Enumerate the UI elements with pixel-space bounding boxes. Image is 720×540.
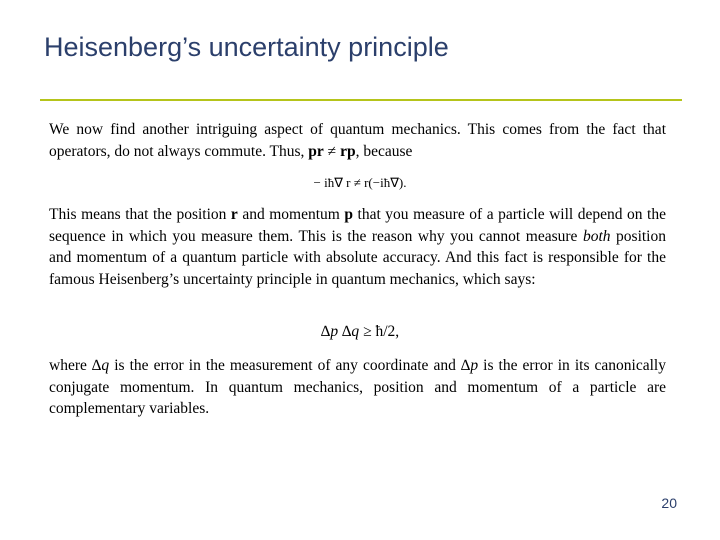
paragraph-text: is the error in the measurement of any coordinate and (109, 357, 461, 374)
symbol-p: p (344, 206, 354, 223)
paragraph-text: position and momentum of a quantum particle with absolute accuracy. And this fact is responsible for the famous Heisenberg’s uncertainty principle in quantum mechanics, which says: (49, 227, 666, 288)
not-equal-sign: ≠ (323, 142, 341, 160)
equation-commutator: − iħ∇ r ≠ r(−iħ∇). (313, 175, 407, 190)
equation-uncertainty (0, 323, 720, 341)
delta-q: ∆q (91, 357, 110, 374)
title-divider (40, 99, 682, 101)
delta-p: ∆p (460, 357, 479, 374)
paragraph-text: and momentum (237, 206, 345, 223)
paragraph-text: where (49, 357, 92, 374)
operator-pr: pr (308, 142, 324, 160)
operator-rp: rp (340, 142, 356, 160)
emphasis-both: both (582, 227, 611, 245)
paragraph-operators (49, 119, 666, 162)
paragraph-text: is the error in its canonically conjugate momentum. In quantum mechanics, position and momentum of a particle are complementary variables. (49, 357, 666, 417)
equation-bound: ≥ ħ/2, (359, 323, 400, 340)
paragraph-complementary (49, 355, 666, 420)
paragraph-text: , because (355, 142, 413, 160)
paragraph-position-momentum (49, 204, 666, 290)
page-number: 20 (661, 495, 677, 511)
slide-title: Heisenberg’s uncertainty principle (44, 32, 449, 62)
paragraph-text: This means that the position (49, 206, 231, 223)
paragraph-text: that you measure of a particle will depend on the sequence in which you measure them. This is the reason why you cannot measure (49, 206, 666, 245)
paragraph-text: We now find another intriguing aspect of quantum mechanics. This comes from the fact that operators, do not always commute. Thus, (49, 121, 666, 160)
delta-q: ∆q (341, 323, 360, 340)
delta-p: ∆p (320, 323, 339, 340)
symbol-r: r (230, 206, 238, 223)
